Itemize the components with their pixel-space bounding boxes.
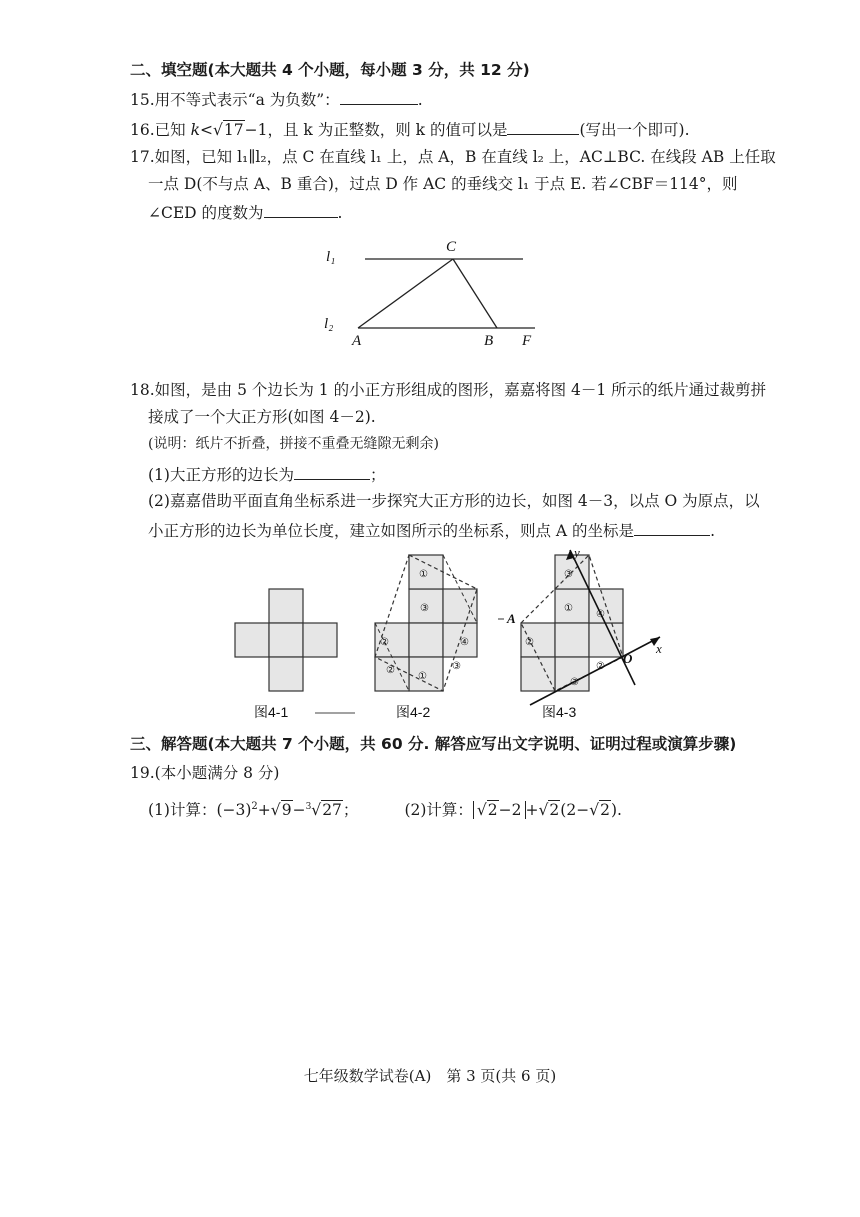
question-18-part2-line1: (2)嘉嘉借助平面直角坐标系进一步探究大正方形的边长，如图 4－3，以点 O 为原点，以	[148, 492, 760, 510]
q15-number: 15.	[130, 91, 155, 109]
q18-number: 18.	[130, 381, 155, 399]
q17-line3: ∠CED 的度数为	[148, 204, 264, 222]
question-19-heading: 19.(本小题满分 8 分)	[130, 764, 280, 782]
fig43-label-2a: ②	[525, 637, 534, 648]
q19-p2-minus-two: −2	[498, 801, 522, 820]
fig42-label-1a: ①	[419, 569, 428, 580]
q16-text-b: −1，且 k 为正整数，则 k 的值可以是	[244, 121, 508, 139]
question-17-line2: 一点 D(不与点 A、B 重合)，过点 D 作 AC 的垂线交 l₁ 于点 E. 若∠CBF＝114°，则	[148, 175, 738, 193]
caption-fig-4-3: 图4-3	[542, 704, 577, 720]
fig43-label-3: ③	[564, 569, 573, 580]
question-17-line3	[148, 201, 342, 223]
label-l2: l₂	[324, 316, 334, 332]
q16-text-a: 已知	[154, 121, 191, 139]
q15-text: 用不等式表示“a 为负数”：	[154, 91, 340, 109]
question-19-parts	[148, 797, 622, 820]
q16-hint: (写出一个即可).	[579, 121, 690, 139]
sqrt-sign-icon: √	[311, 801, 322, 820]
q19-p1-minus: −	[292, 801, 306, 820]
sqrt-sign-icon: √	[213, 121, 223, 139]
sqrt-sign-icon: √	[589, 801, 600, 820]
q19-p1-exponent: 2	[251, 801, 258, 812]
fig42-label-2a: ②	[380, 637, 389, 648]
q17-line1: 如图，已知 l₁∥l₂，点 C 在直线 l₁ 上，点 A，B 在直线 l₂ 上，AC⊥BC. 在线段 AB 上任取	[154, 148, 776, 166]
sqrt-sign-icon: √	[538, 801, 549, 820]
fig43-label-O: O	[623, 651, 633, 666]
q19-p2-label: (2)计算：	[404, 801, 473, 820]
q17-figure	[310, 228, 560, 358]
question-18-line1	[130, 380, 766, 400]
q18-figures	[220, 545, 680, 725]
caption-fig-4-2: 图4-2	[396, 704, 431, 720]
q16-answer-blank[interactable]	[507, 118, 579, 135]
question-17-line1	[130, 147, 776, 167]
q19-p1-radicand-9: 9	[281, 801, 292, 820]
caption-fig-4-1: 图4-1	[254, 704, 289, 720]
fig43-label-2b: ②	[596, 661, 605, 672]
q15-answer-blank[interactable]	[340, 88, 418, 105]
q19-p1-label: (1)计算：	[148, 801, 217, 820]
segment-CB	[453, 259, 497, 328]
q17-end: .	[337, 204, 343, 222]
q18-p1-text: (1)大正方形的边长为	[148, 466, 294, 484]
fig43-label-y: y	[574, 545, 580, 560]
fig42-label-3b: ③	[452, 661, 461, 672]
fig42-label-4: ④	[460, 637, 469, 648]
label-F: F	[522, 333, 532, 349]
q19-p2-radicand-1: 2	[487, 801, 498, 820]
segment-AC	[358, 259, 453, 328]
question-16	[130, 118, 690, 140]
q19-p1-radicand-27: 27	[322, 801, 342, 820]
fig42-label-3a: ③	[420, 603, 429, 614]
q18-line1: 如图，是由 5 个边长为 1 的小正方形组成的图形，嘉嘉将图 4－1 所示的纸片通过裁剪拼	[154, 381, 767, 399]
question-18-part2-line2	[148, 519, 715, 541]
sqrt-sign-icon: √	[476, 801, 487, 820]
q18-p2-end: .	[710, 522, 715, 540]
q19-cube-root-index: 3	[305, 802, 312, 812]
figure-4-1	[235, 589, 337, 691]
q17-number: 17.	[130, 148, 155, 166]
label-B: B	[484, 333, 494, 349]
fig43-label-4: ④	[596, 609, 605, 620]
q16-lt: <	[200, 121, 213, 139]
page-footer: 七年级数学试卷(A) 第 3 页(共 6 页)	[303, 1067, 557, 1085]
fig43-label-1: ①	[564, 603, 573, 614]
q19-p2-absolute-value	[473, 801, 526, 819]
q18-p2-answer-blank[interactable]	[634, 519, 710, 536]
fig43-label-x: x	[656, 641, 662, 656]
q19-p1-end: ；	[342, 801, 359, 820]
q18-p1-answer-blank[interactable]	[294, 463, 370, 480]
figure-4-2	[375, 555, 477, 691]
label-C: C	[446, 239, 457, 255]
question-15	[130, 88, 423, 110]
q19-p2-radicand-2: 2	[549, 801, 560, 820]
question-18-part1	[148, 463, 385, 485]
q15-end: .	[417, 91, 423, 109]
section-3-heading: 三、解答题(本大题共 7 个小题，共 60 分. 解答应写出文字说明、证明过程或演算步骤)	[130, 735, 737, 753]
q16-radicand: 17	[223, 121, 244, 139]
fig43-label-3b: ③	[570, 677, 579, 688]
q19-p1-plus: +	[257, 801, 271, 820]
q19-p2-radicand-3: 2	[600, 801, 610, 820]
label-l1: l₁	[326, 249, 336, 265]
q19-p1-a: (−3)	[216, 801, 252, 820]
fig43-label-A: A	[507, 611, 516, 626]
q16-number: 16.	[130, 121, 155, 139]
label-A: A	[352, 333, 362, 349]
q17-answer-blank[interactable]	[264, 201, 338, 218]
q19-p2-end: ).	[610, 801, 622, 820]
q18-p1-end: ；	[369, 466, 386, 484]
q16-k: k	[190, 121, 200, 139]
sqrt-sign-icon: √	[270, 801, 281, 820]
q19-p2-paren: (2−	[560, 801, 590, 820]
fig42-label-1b: ①	[418, 671, 427, 682]
question-18-note: (说明：纸片不折叠，拼接不重叠无缝隙无剩余)	[148, 436, 439, 452]
question-18-line2: 接成了一个大正方形(如图 4－2).	[148, 408, 376, 426]
figure-4-3	[498, 545, 662, 705]
fig42-label-2b: ②	[386, 665, 395, 676]
section-2-heading: 二、填空题(本大题共 4 个小题，每小题 3 分，共 12 分)	[130, 61, 530, 79]
q19-p2-plus: +	[525, 801, 539, 820]
q18-p2-line2: 小正方形的边长为单位长度，建立如图所示的坐标系，则点 A 的坐标是	[148, 522, 635, 540]
